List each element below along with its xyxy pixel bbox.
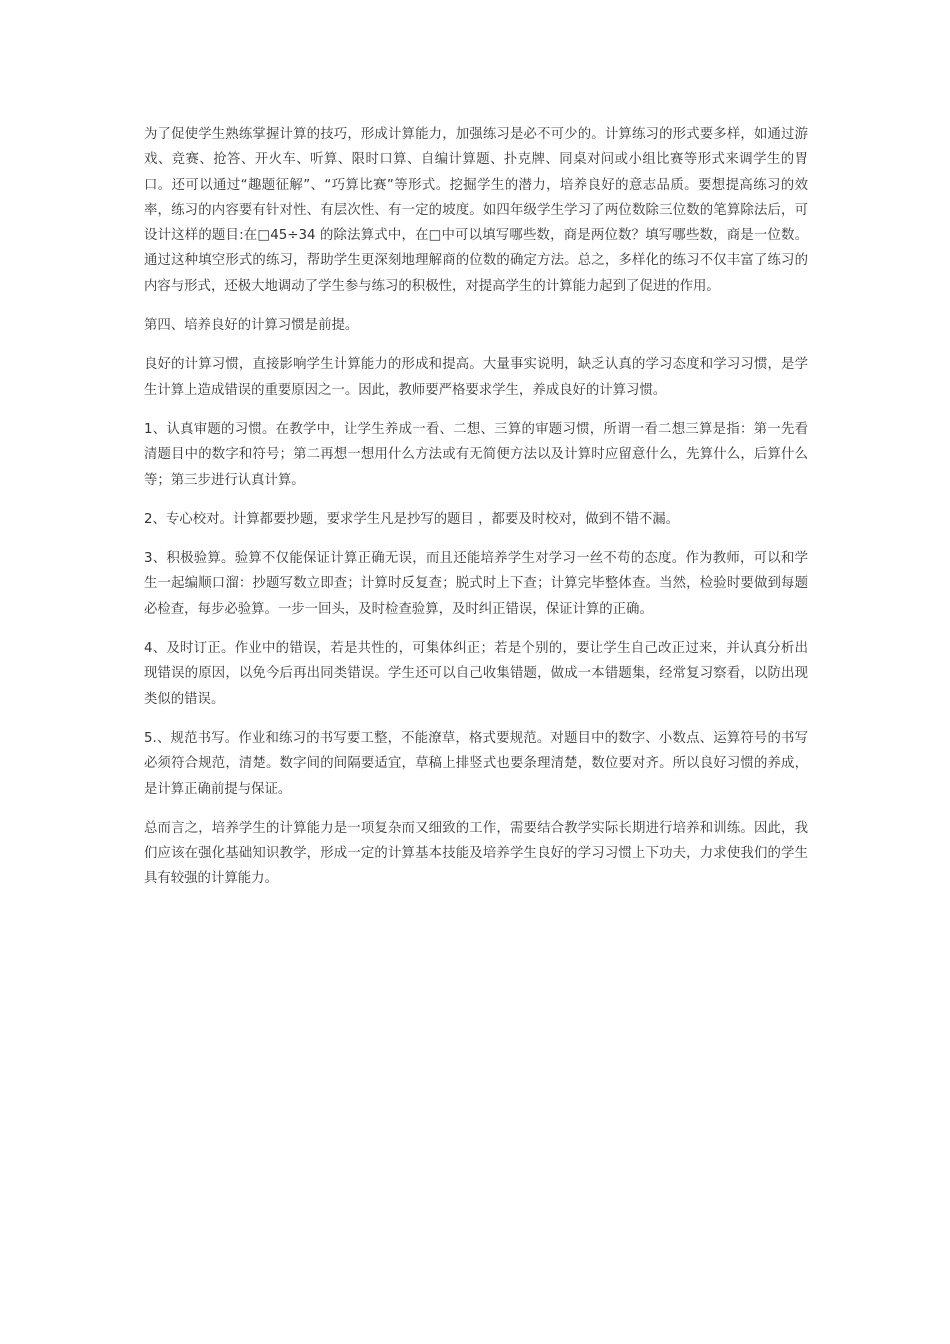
list-item-neat-writing: 5.、规范书写。作业和练习的书写要工整，不能潦草，格式要规范。对题目中的数字、小数点、运算符号的书写必须符合规范，清楚。数字间的间隔要适宜，草稿上排竖式也要条理清楚，数位要对齐。所以良好习惯的养成，是计算正确前提与保证。 (144, 730, 808, 797)
document-body (144, 122, 808, 906)
list-item-review-question: 1、认真审题的习惯。在教学中，让学生养成一看、二想、三算的审题习惯，所谓一看二想三算是指：第一先看清题目中的数字和符号；第二再想一想用什么方法或有无简便方法以及计算时应留意什么，先算什么，后算什么等；第三步进行认真计算。 (144, 421, 808, 488)
paragraph-practice-forms: 为了促使学生熟练掌握计算的技巧，形成计算能力，加强练习是必不可少的。计算练习的形式要多样，如通过游戏、竞赛、抢答、开火车、听算、限时口算、自编计算题、扑克牌、同桌对问或小组比赛等形式来调学生的胃口。还可以通过“趣题征解”、“巧算比赛”等形式。挖掘学生的潜力，培养良好的意志品质。要想提高练习的效率，练习的内容要有针对性、有层次性、有一定的坡度。如四年级学生学习了两位数除三位数的笔算除法后，可设计这样的题目:在□45÷34 的除法算式中，在□中可以填写哪些数，商是两位数？填写哪些数，商是一位数。通过这种填空形式的练习，帮助学生更深刻地理解商的位数的确定方法。总之，多样化的练习不仅丰富了练习的内容与形式，还极大地调动了学生参与练习的积极性，对提高学生的计算能力起到了促进的作用。 (144, 127, 808, 294)
paragraph-conclusion: 总而言之，培养学生的计算能力是一项复杂而又细致的工作，需要结合教学实际长期进行培养和训练。因此，我们应该在强化基础知识教学，形成一定的计算基本技能及培养学生良好的学习习惯上下功夫，力求使我们的学生具有较强的计算能力。 (144, 820, 808, 887)
section-heading-habits: 第四、培养良好的计算习惯是前提。 (144, 318, 359, 334)
paragraph-habits-intro: 良好的计算习惯，直接影响学生计算能力的形成和提高。大量事实说明，缺乏认真的学习态度和学习习惯，是学生计算上造成错误的重要原因之一。因此，教师要严格要求学生，养成良好的计算习惯。 (144, 357, 808, 398)
list-item-proofread: 2、专心校对。计算都要抄题，要求学生凡是抄写的题目 ，都要及时校对，做到不错不漏。 (144, 511, 680, 527)
list-item-correct: 4、及时订正。作业中的错误，若是共性的，可集体纠正；若是个别的，要让学生自己改正过来，并认真分析出现错误的原因，以免今后再出同类错误。学生还可以自己收集错题，做成一本错题集，经常复习察看，以防出现类似的错误。 (144, 641, 808, 707)
list-item-verify: 3、积极验算。验算不仅能保证计算正确无误，而且还能培养学生对学习一丝不苟的态度。作为教师，可以和学生一起编顺口溜：抄题写数立即查；计算时反复查；脱式时上下查；计算完毕整体查。当然，检验时要做到每题必检查，每步必验算。一步一回头，及时检查验算，及时纠正错误，保证计算的正确。 (144, 551, 808, 617)
